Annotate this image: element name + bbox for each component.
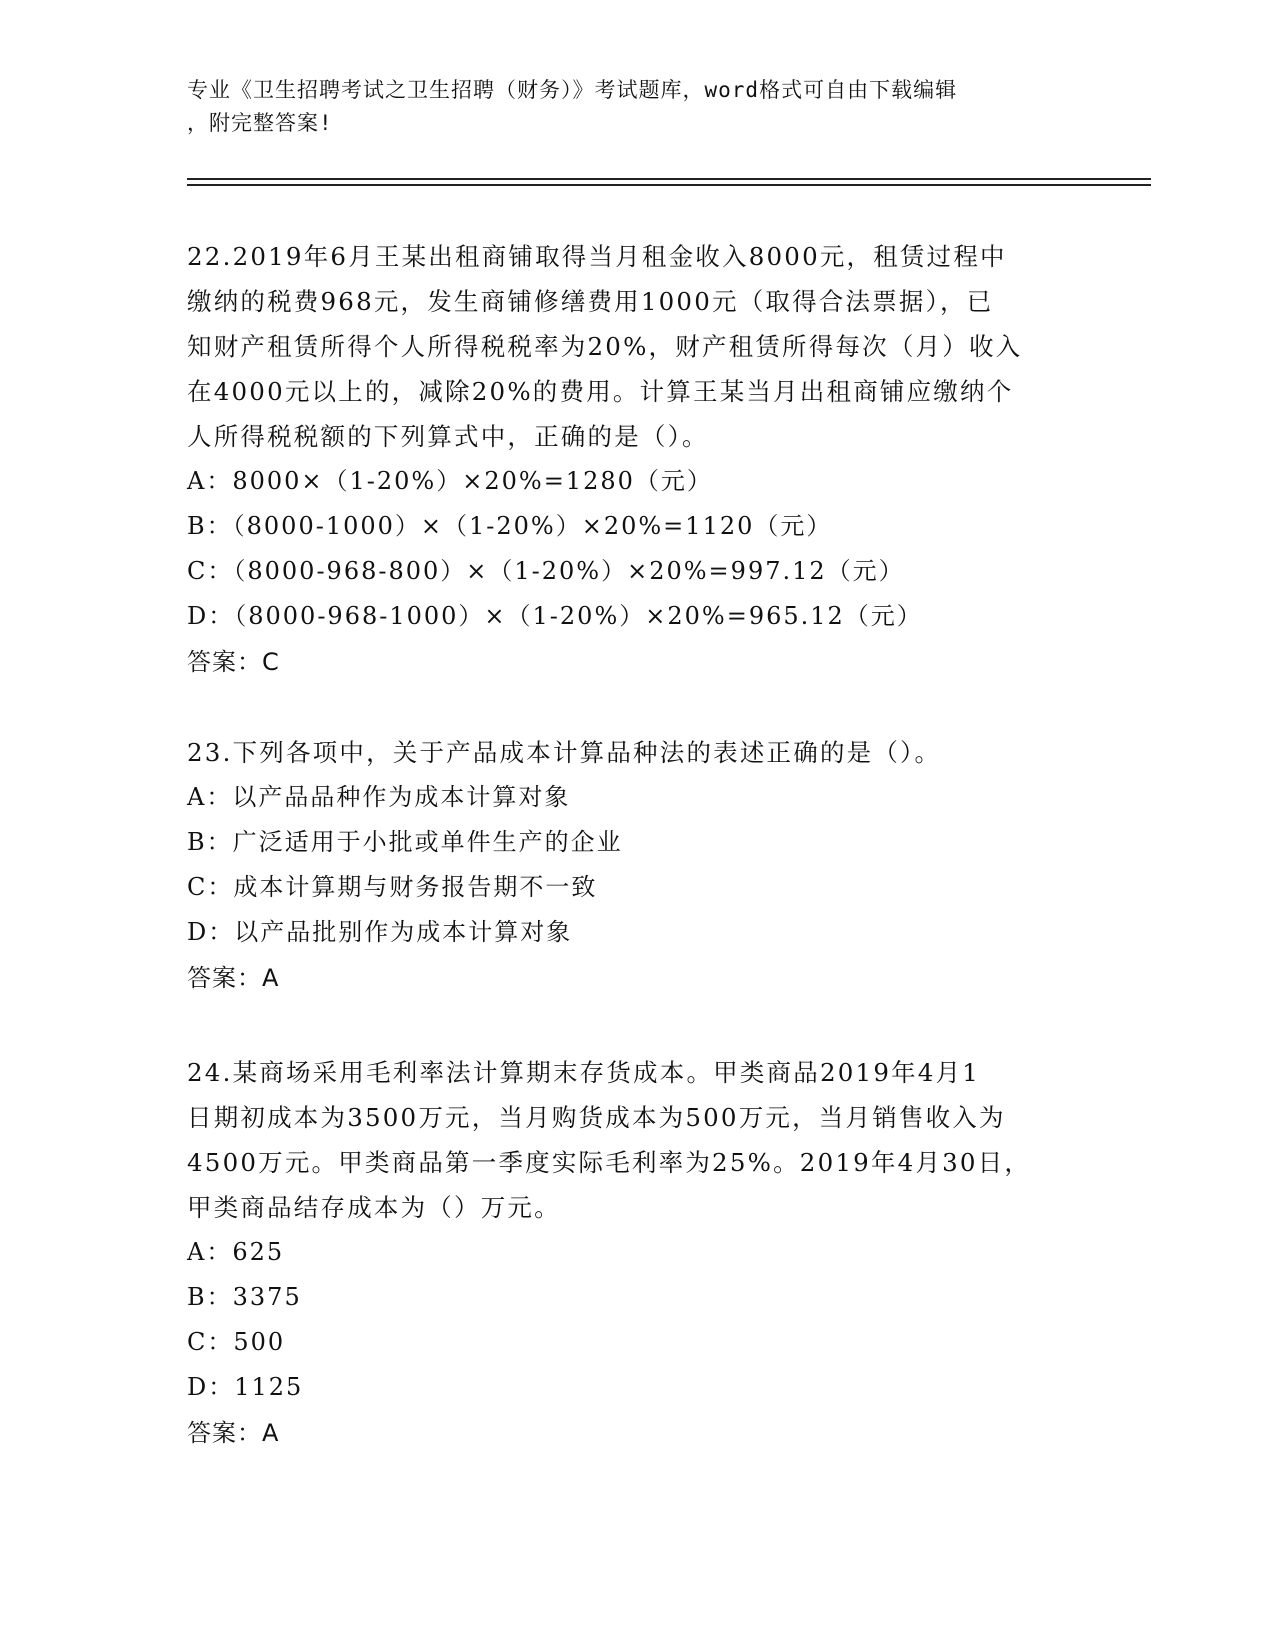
header-line-1: 专业《卫生招聘考试之卫生招聘（财务）》考试题库，word格式可自由下载编辑 [187,78,958,102]
document-header [187,74,1087,140]
header-divider-bottom [187,184,1151,186]
question-22 [187,234,1087,685]
stem-line: 人所得税税额的下列算式中，正确的是（）。 [187,422,709,451]
stem-line: 4500万元。甲类商品第一季度实际毛利率为25%。2019年4月30日， [187,1148,1032,1177]
header-divider-top [187,178,1151,180]
stem-line: 24.某商场采用毛利率法计算期末存货成本。甲类商品2019年4月1 [187,1058,981,1087]
question-stem [187,1050,1087,1230]
answer-label: 答案：A [187,964,280,992]
stem-line: 甲类商品结存成本为（）万元。 [187,1193,561,1222]
option-c: C：500 [187,1328,286,1356]
option-d: D：（8000-968-1000）×（1-20%）×20%=965.12（元） [187,602,923,630]
stem-line: 缴纳的税费968元，发生商铺修缮费用1000元（取得合法票据），已 [187,287,994,316]
option-b: B：广泛适用于小批或单件生产的企业 [187,828,623,856]
question-stem [187,234,1087,459]
answer-label: 答案：A [187,1419,280,1447]
option-c: C：成本计算期与财务报告期不一致 [187,873,598,901]
option-d: D：1125 [187,1373,304,1401]
stem-line: 在4000元以上的，减除20%的费用。计算王某当月出租商铺应缴纳个 [187,377,1014,406]
stem-line: 23.下列各项中，关于产品成本计算品种法的表述正确的是（）。 [187,738,942,767]
option-a: A：625 [187,1238,285,1266]
option-c: C：（8000-968-800）×（1-20%）×20%=997.12（元） [187,557,905,585]
stem-line: 知财产租赁所得个人所得税税率为20%，财产租赁所得每次（月）收入 [187,332,1023,361]
option-b: B：（8000-1000）×（1-20%）×20%=1120（元） [187,512,833,540]
question-23 [187,730,1087,1001]
stem-line: 22.2019年6月王某出租商铺取得当月租金收入8000元，租赁过程中 [187,242,1007,271]
option-b: B：3375 [187,1283,302,1311]
option-d: D：以产品批别作为成本计算对象 [187,918,573,946]
header-line-2: ，附完整答案! [187,111,333,135]
option-a: A：8000×（1-20%）×20%=1280（元） [187,467,713,495]
answer-label: 答案：C [187,648,280,676]
stem-line: 日期初成本为3500万元，当月购货成本为500万元，当月销售收入为 [187,1103,1006,1132]
question-stem [187,730,1087,775]
question-24 [187,1050,1087,1456]
option-a: A：以产品品种作为成本计算对象 [187,783,571,811]
